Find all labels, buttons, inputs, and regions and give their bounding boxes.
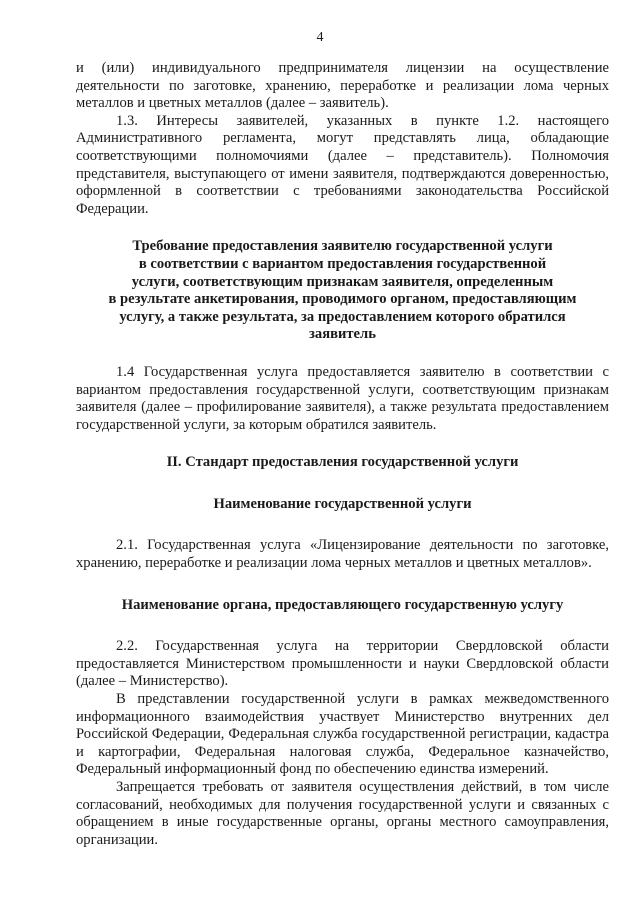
paragraph-1-4-service-variant: 1.4 Государственная услуга предоставляется заявителю в соответствии с вариантом предоставления государственной услуги, соответствующим признакам заявителя (далее – профилирование заявителя), а также результата предоставлением государственной услуги, за которым обратился заявитель. [76,363,609,433]
section-heading-providing-authority: Наименование органа, предоставляющего государственную услугу [121,596,564,613]
paragraph-1-3-representatives: 1.3. Интересы заявителей, указанных в пункте 1.2. настоящего Административного регламента, могут представлять лица, обладающие соответствующими полномочиями (далее – представитель). Полномочия представителя, выступающего от имени заявителя, подтверждаются доверенностью, оформленной в соответствии с требованиями законодательства Российской Федерации. [76,112,609,217]
heading-line: в соответствии с вариантом предоставления государственной [138,255,547,272]
heading-line: заявитель [309,326,376,343]
page-number: 4 [316,30,324,45]
paragraph-interagency-participants: В представлении государственной услуги в рамках межведомственного информационного взаимодействия участвует Министерство внутренних дел Российской Федерации, Федеральная служба государственной регистрации, кадастра и картографии, Федеральная налоговая служба, Федеральное казначейство, Федеральный информационный фонд по обеспечению единства измерений. [76,691,609,778]
paragraph-prohibition: Запрещается требовать от заявителя осуществления действий, в том числе согласований, необходимых для получения государственной услуги и связанных с обращением в иные государственные органы, органы местного самоуправления, организации. [76,779,609,848]
section-heading-standard: II. Стандарт предоставления государственной услуги [166,454,519,471]
paragraph-2-2-ministry: 2.2. Государственная услуга на территории Свердловской области предоставляется Министерством промышленности и науки Свердловской области (далее – Министерство). [76,638,609,690]
heading-line: услугу, а также результата, за предоставлением которого обратился [119,308,566,325]
section-heading-service-variant [76,238,609,344]
paragraph-2-1-service-name: 2.1. Государственная услуга «Лицензирование деятельности по заготовке, хранению, переработке и реализации лома черных металлов и цветных металлов». [76,537,609,572]
heading-line: в результате анкетирования, проводимого органом, предоставляющим [108,291,577,308]
paragraph-applicant-definition: и (или) индивидуального предпринимателя лицензии на осуществление деятельности по заготовке, хранению, переработке и реализации лома черных металлов и цветных металлов (далее – заявитель). [76,60,609,112]
heading-line: Требование предоставления заявителю государственной услуги [132,238,553,255]
section-heading-service-name: Наименование государственной услуги [213,495,472,512]
heading-line: услуги, соответствующим признакам заявителя, определенным [131,273,554,290]
document-body [76,60,609,849]
